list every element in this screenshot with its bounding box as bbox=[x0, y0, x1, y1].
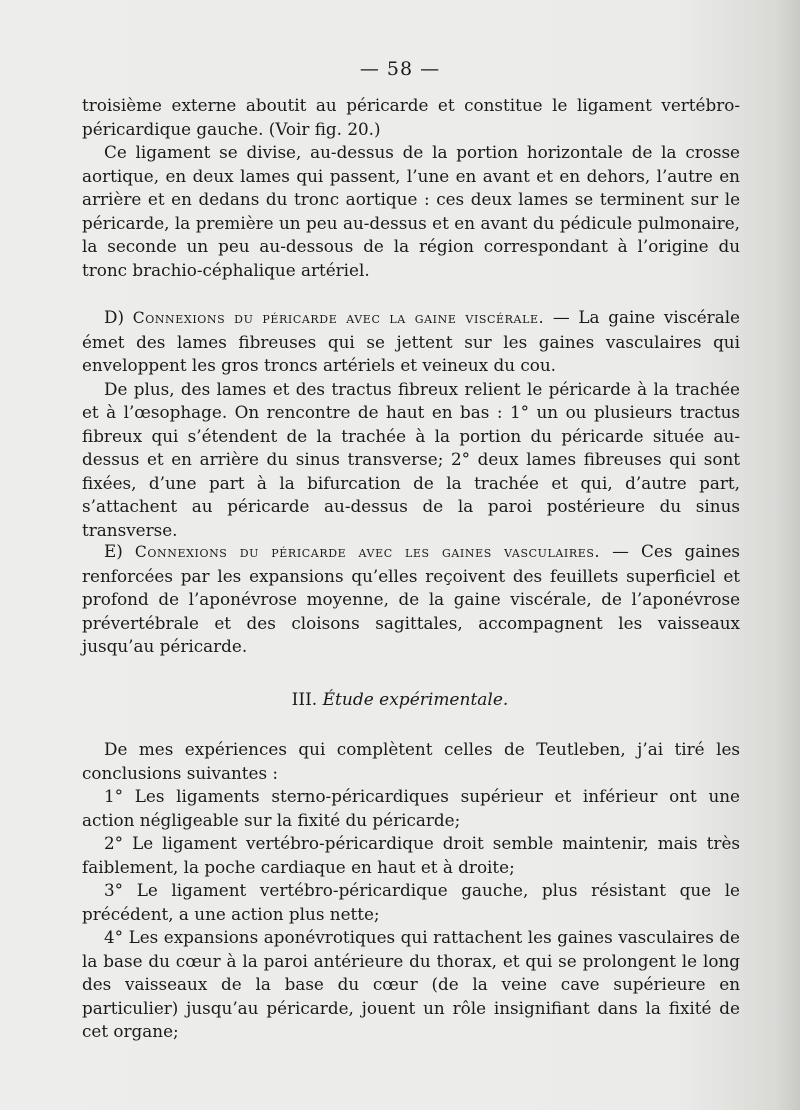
page-number: — 58 — bbox=[359, 58, 441, 80]
section-iii-numeral: III. bbox=[291, 690, 318, 710]
conclusion-item-1: 1° Les ligaments sterno-péricardiques supérieur et inférieur ont une action négligeable sur la fixité du péricarde; bbox=[82, 786, 740, 830]
section-e-paragraph bbox=[82, 540, 740, 659]
conclusions-intro: De mes expériences qui complètent celles de Teutleben, j’ai tiré les conclusions suivantes : bbox=[82, 739, 740, 783]
section-e-heading: Connexions du péricarde avec les gaines vasculaires. bbox=[134, 543, 601, 561]
section-d-heading: Connexions du péricarde avec la gaine viscérale. bbox=[132, 309, 545, 327]
section-e-text: — Ces gaines renforcées par les expansions qu’elles reçoivent des feuillets superficiel et profond de l’aponévrose moyenne, de la gaine viscérale, de l’aponévrose prévertébrale et des cloisons sagittales, accompagnent les vaisseaux jusqu’au péricarde. bbox=[82, 541, 740, 656]
section-iii-heading: Étude expérimentale. bbox=[322, 690, 509, 710]
paragraph-ligament-division: Ce ligament se divise, au-dessus de la portion horizontale de la crosse aortique, en deux lames qui passent, l’une en avant et en dehors, l’autre en arrière et en dedans du tronc aortique : ces deux lames se terminent sur le péricarde, la première un peu au-dessus et en avant du pédicule pulmonaire, la seconde un peu au-dessous de la région correspondant à l’origine du tronc brachio-céphalique artériel. bbox=[82, 142, 740, 280]
conclusions bbox=[82, 738, 740, 1044]
section-iii-title bbox=[0, 690, 800, 710]
section-e bbox=[82, 540, 740, 659]
conclusion-item-3: 3° Le ligament vertébro-péricardique gauche, plus résistant que le précédent, a une action plus nette; bbox=[82, 880, 740, 924]
section-d-paragraph bbox=[82, 306, 740, 378]
section-e-letter: E) bbox=[104, 541, 123, 561]
conclusion-item-2: 2° Le ligament vertébro-péricardique droit semble maintenir, mais très faiblement, la poche cardiaque en haut et à droite; bbox=[82, 833, 740, 877]
block-ligament-description bbox=[82, 94, 740, 282]
section-d-letter: D) bbox=[104, 307, 125, 327]
section-d-text: — La gaine viscérale émet des lames fibreuses qui se jettent sur les gaines vasculaires qui enveloppent les gros troncs artériels et veineux du cou. bbox=[82, 307, 740, 375]
paragraph-continuation: troisième externe aboutit au péricarde et constitue le ligament vertébro-péricardique gauche. (Voir fig. 20.) bbox=[82, 95, 740, 139]
section-d bbox=[82, 306, 740, 542]
conclusion-item-4: 4° Les expansions aponévrotiques qui rattachent les gaines vasculaires de la base du cœur à la paroi antérieure du thorax, et qui se prolongent le long des vaisseaux de la base du cœur (de la veine cave supérieure en particulier) jusqu’au péricarde, jouent un rôle insignifiant dans la fixité de cet organe; bbox=[82, 927, 740, 1041]
section-d-paragraph-2: De plus, des lames et des tractus fibreux relient le péricarde à la trachée et à l’œsophage. On rencontre de haut en bas : 1° un ou plusieurs tractus fibreux qui s’étendent de la trachée à la portion du péricarde située au-dessus et en arrière du sinus transverse; 2° deux lames fibreuses qui sont fixées, d’une part à la bifurcation de la trachée et qui, d’autre part, s’attachent au péricarde au-dessus de la paroi postérieure du sinus transverse. bbox=[82, 378, 740, 540]
